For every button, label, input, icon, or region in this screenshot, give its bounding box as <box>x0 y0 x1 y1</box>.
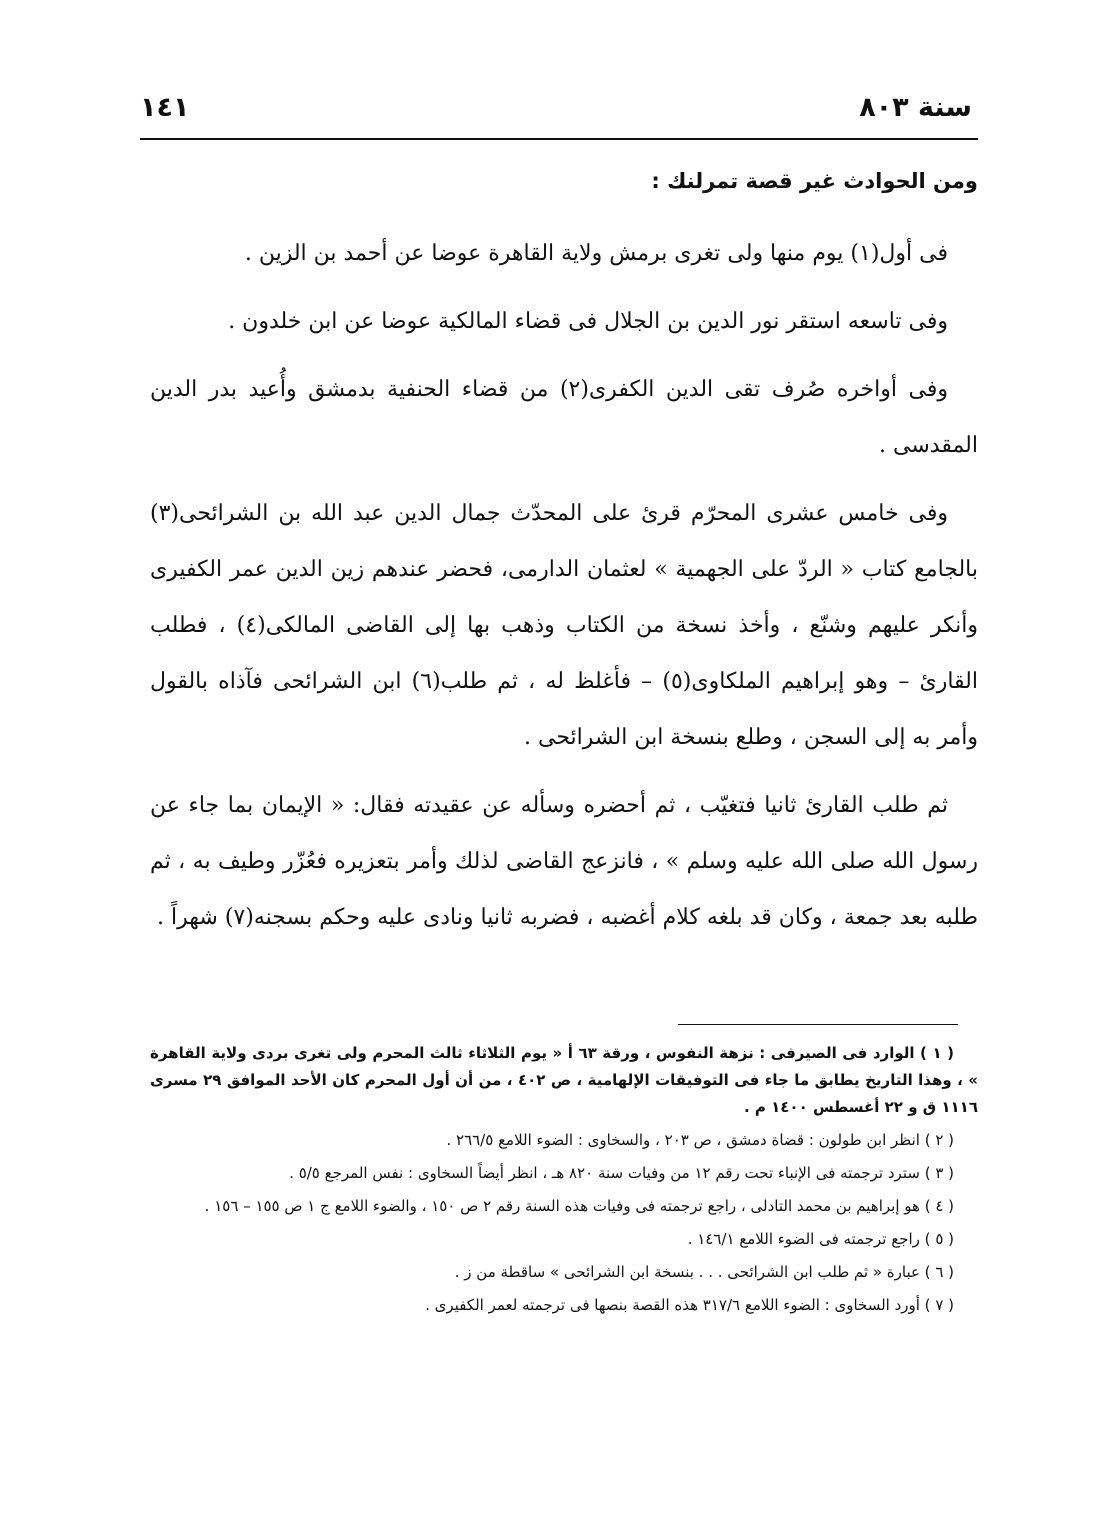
footnote: ( ٣ ) سترد ترجمته فى الإنباء تحت رقم ١٢ من وفيات سنة ٨٢٠ هـ ، انظر أيضاً السخاوى : نفس المرجع ٥/٥ . <box>289 1164 954 1182</box>
paragraph: فى أول(١) يوم منها ولى تغرى برمش ولاية القاهرة عوضا عن أحمد بن الزين . <box>244 241 948 266</box>
footnotes <box>150 1040 978 1325</box>
page-header <box>140 92 972 136</box>
footnote-separator <box>678 1024 958 1025</box>
main-text <box>150 150 978 958</box>
running-title: سنة ٨٠٣ <box>859 92 972 123</box>
footnote: ( ٥ ) راجع ترجمته فى الضوء اللامع ١٤٦/١ . <box>687 1230 954 1248</box>
footnote: ( ٧ ) أورد السخاوى : الضوء اللامع ٣١٧/٦ هذه القصة بنصها فى ترجمته لعمر الكفيرى . <box>425 1296 954 1314</box>
footnote: ( ٦ ) عبارة « ثم طلب ابن الشرائحى . . . بنسخة ابن الشرائحى » ساقطة من ز . <box>454 1263 954 1281</box>
section-heading: ومن الحوادث غير قصة تمرلنك : <box>651 169 978 193</box>
footnote: ( ١ ) الوارد فى الصيرفى : نزهة النفوس ، ورقة ٦٣ أ « يوم الثلاثاء ثالث المحرم ولى تغرى بردى ولاية القاهرة » ، وهذا التاريخ يطابق ما جاء فى التوفيقات الإلهامية ، ص ٤٠٢ ، من أن أول المحرم كان الأحد الموافق ٢٩ مسرى ١١١٦ ق و ٢٢ أغسطس ١٤٠٠ م . <box>150 1044 978 1116</box>
paragraph: وفى تاسعه استقر نور الدين بن الجلال فى قضاء المالكية عوضا عن ابن خلدون . <box>228 309 948 334</box>
page-number: ١٤١ <box>140 92 190 123</box>
footnote: ( ٤ ) هو إبراهيم بن محمد التادلى ، راجع ترجمته فى وفيات هذه السنة رقم ٢ ص ١٥٠ ، والضوء اللامع ج ١ ص ١٥٥ – ١٥٦ . <box>204 1197 954 1215</box>
paragraph: ثم طلب القارئ ثانيا فتغيّب ، ثم أحضره وسأله عن عقيدته فقال: « الإيمان بما جاء عن رسول الله صلى الله عليه وسلم » ، فانزعج القاضى لذلك وأمر بتعزيره فعُزّر وطيف به ، ثم طلبه بعد جمعة ، وكان قد بلغه كلام أغضبه ، فضربه ثانيا ونادى عليه وحكم بسجنه(٧) شهراً . <box>150 793 978 930</box>
footnote: ( ٢ ) انظر ابن طولون : قضاة دمشق ، ص ٢٠٣ ، والسخاوى : الضوء اللامع ٢٦٦/٥ . <box>446 1131 954 1149</box>
paragraph: وفى أواخره صُرف تقى الدين الكفرى(٢) من قضاء الحنفية بدمشق وأُعيد بدر الدين المقدسى . <box>150 377 978 458</box>
header-rule <box>140 138 978 140</box>
paragraph: وفى خامس عشرى المحرّم قرئ على المحدّث جمال الدين عبد الله بن الشرائحى(٣) بالجامع كتاب « الردّ على الجهمية » لعثمان الدارمى، فحضر عندهم زين الدين عمر الكفيرى وأنكر عليهم وشنّع ، وأخذ نسخة من الكتاب وذهب بها إلى القاضى المالكى(٤) ، فطلب القارئ – وهو إبراهيم الملكاوى(٥) – فأغلظ له ، ثم طلب(٦) ابن الشرائحى فآذاه بالقول وأمر به إلى السجن ، وطلع بنسخة ابن الشرائحى . <box>150 501 979 750</box>
